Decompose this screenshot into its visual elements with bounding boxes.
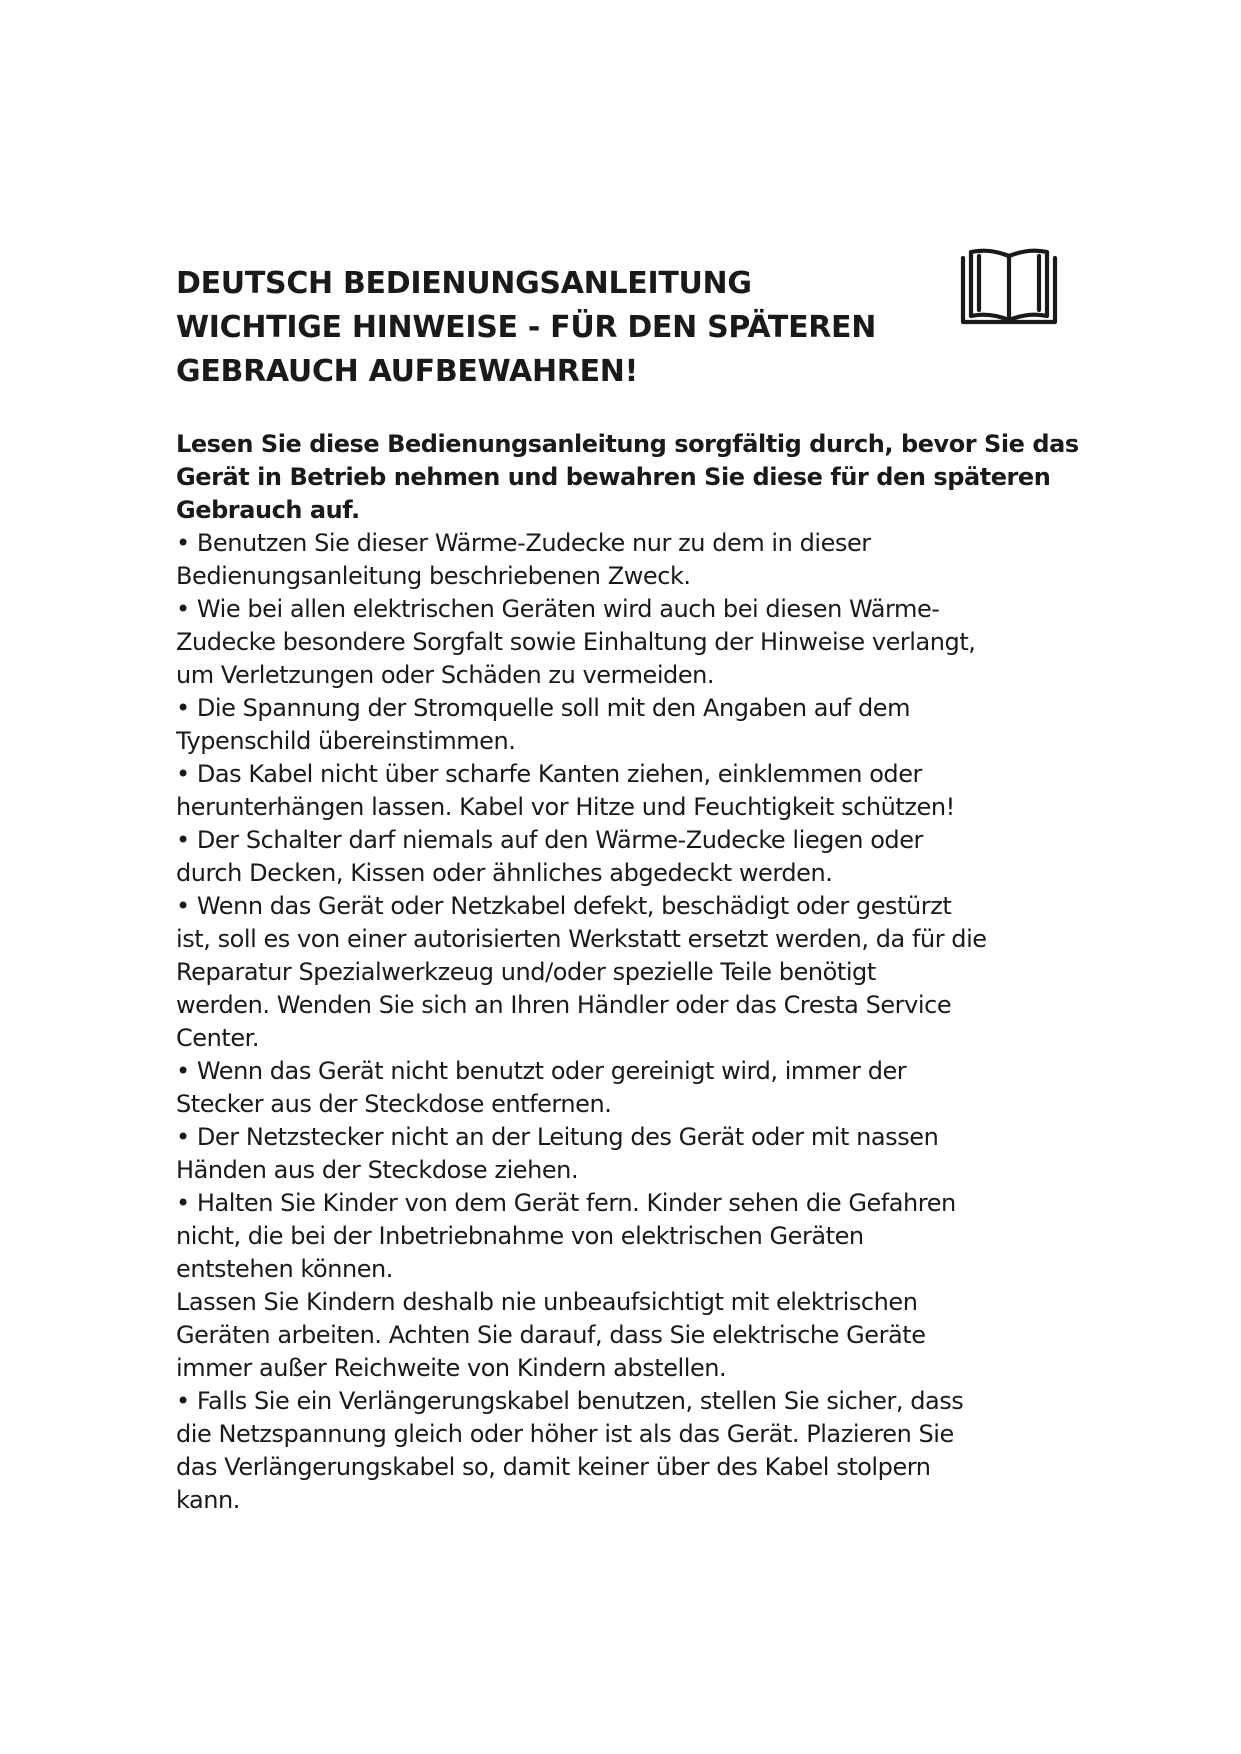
instruction-line: kann. — [176, 1486, 240, 1514]
instruction-line: Bedienungsanleitung beschriebenen Zweck. — [176, 562, 691, 590]
instruction-line: immer außer Reichweite von Kindern abstellen. — [176, 1354, 727, 1382]
instruction-line: nicht, die bei der Inbetriebnahme von elektrischen Geräten — [176, 1222, 864, 1250]
instruction-item — [176, 527, 1076, 593]
instruction-line: • Wenn das Gerät nicht benutzt oder gereinigt wird, immer der — [176, 1057, 907, 1085]
instruction-line: Geräten arbeiten. Achten Sie darauf, dass Sie elektrische Geräte — [176, 1321, 926, 1349]
instruction-item — [176, 1286, 1076, 1385]
instruction-item — [176, 890, 1076, 1055]
intro-line: Lesen Sie diese Bedienungsanleitung sorgfältig durch, bevor Sie das — [176, 430, 1079, 458]
instruction-line: • Wenn das Gerät oder Netzkabel defekt, beschädigt oder gestürzt — [176, 892, 952, 920]
instruction-line: • Wie bei allen elektrischen Geräten wird auch bei diesen Wärme- — [176, 595, 940, 623]
instruction-line: werden. Wenden Sie sich an Ihren Händler oder das Cresta Service — [176, 991, 952, 1019]
instruction-item — [176, 1055, 1076, 1121]
instruction-line: • Das Kabel nicht über scharfe Kanten ziehen, einklemmen oder — [176, 760, 922, 788]
instruction-item — [176, 824, 1076, 890]
instruction-line: Zudecke besondere Sorgfalt sowie Einhaltung der Hinweise verlangt, — [176, 628, 976, 656]
instruction-line: • Halten Sie Kinder von dem Gerät fern. Kinder sehen die Gefahren — [176, 1189, 956, 1217]
document-heading — [176, 262, 916, 394]
instruction-item — [176, 1121, 1076, 1187]
instruction-item — [176, 758, 1076, 824]
instruction-line: • Benutzen Sie dieser Wärme-Zudecke nur zu dem in dieser — [176, 529, 871, 557]
open-book-icon — [958, 246, 1060, 328]
instruction-line: • Falls Sie ein Verlängerungskabel benutzen, stellen Sie sicher, dass — [176, 1387, 964, 1415]
instruction-line: herunterhängen lassen. Kabel vor Hitze und Feuchtigkeit schützen! — [176, 793, 955, 821]
document-body — [176, 428, 1079, 1517]
intro-line: Gebrauch auf. — [176, 496, 360, 524]
instruction-item — [176, 1187, 1076, 1286]
instruction-item — [176, 692, 1076, 758]
instruction-line: • Die Spannung der Stromquelle soll mit den Angaben auf dem — [176, 694, 911, 722]
instruction-line: ist, soll es von einer autorisierten Werkstatt ersetzt werden, da für die — [176, 925, 987, 953]
instruction-line: die Netzspannung gleich oder höher ist als das Gerät. Plazieren Sie — [176, 1420, 954, 1448]
intro-line: Gerät in Betrieb nehmen und bewahren Sie diese für den späteren — [176, 463, 1051, 491]
intro-paragraph — [176, 428, 1079, 527]
instruction-item — [176, 1385, 1076, 1517]
instruction-line: Lassen Sie Kindern deshalb nie unbeaufsichtigt mit elektrischen — [176, 1288, 918, 1316]
heading-line: WICHTIGE HINWEISE - FÜR DEN SPÄTEREN — [176, 310, 877, 345]
instruction-line: • Der Netzstecker nicht an der Leitung des Gerät oder mit nassen — [176, 1123, 939, 1151]
instruction-line: Reparatur Spezialwerkzeug und/oder spezielle Teile benötigt — [176, 958, 876, 986]
instruction-line: Center. — [176, 1024, 260, 1052]
heading-line: GEBRAUCH AUFBEWAHREN! — [176, 354, 638, 389]
instruction-line: • Der Schalter darf niemals auf den Wärme-Zudecke liegen oder — [176, 826, 923, 854]
instruction-item — [176, 593, 1076, 692]
instruction-line: das Verlängerungskabel so, damit keiner über des Kabel stolpern — [176, 1453, 931, 1481]
instruction-line: um Verletzungen oder Schäden zu vermeiden. — [176, 661, 715, 689]
instruction-line: Stecker aus der Steckdose entfernen. — [176, 1090, 612, 1118]
document-header — [176, 262, 916, 394]
instruction-line: durch Decken, Kissen oder ähnliches abgedeckt werden. — [176, 859, 833, 887]
instruction-line: entstehen können. — [176, 1255, 393, 1283]
instruction-line: Händen aus der Steckdose ziehen. — [176, 1156, 579, 1184]
heading-line: DEUTSCH BEDIENUNGSANLEITUNG — [176, 266, 752, 301]
instruction-line: Typenschild übereinstimmen. — [176, 727, 516, 755]
